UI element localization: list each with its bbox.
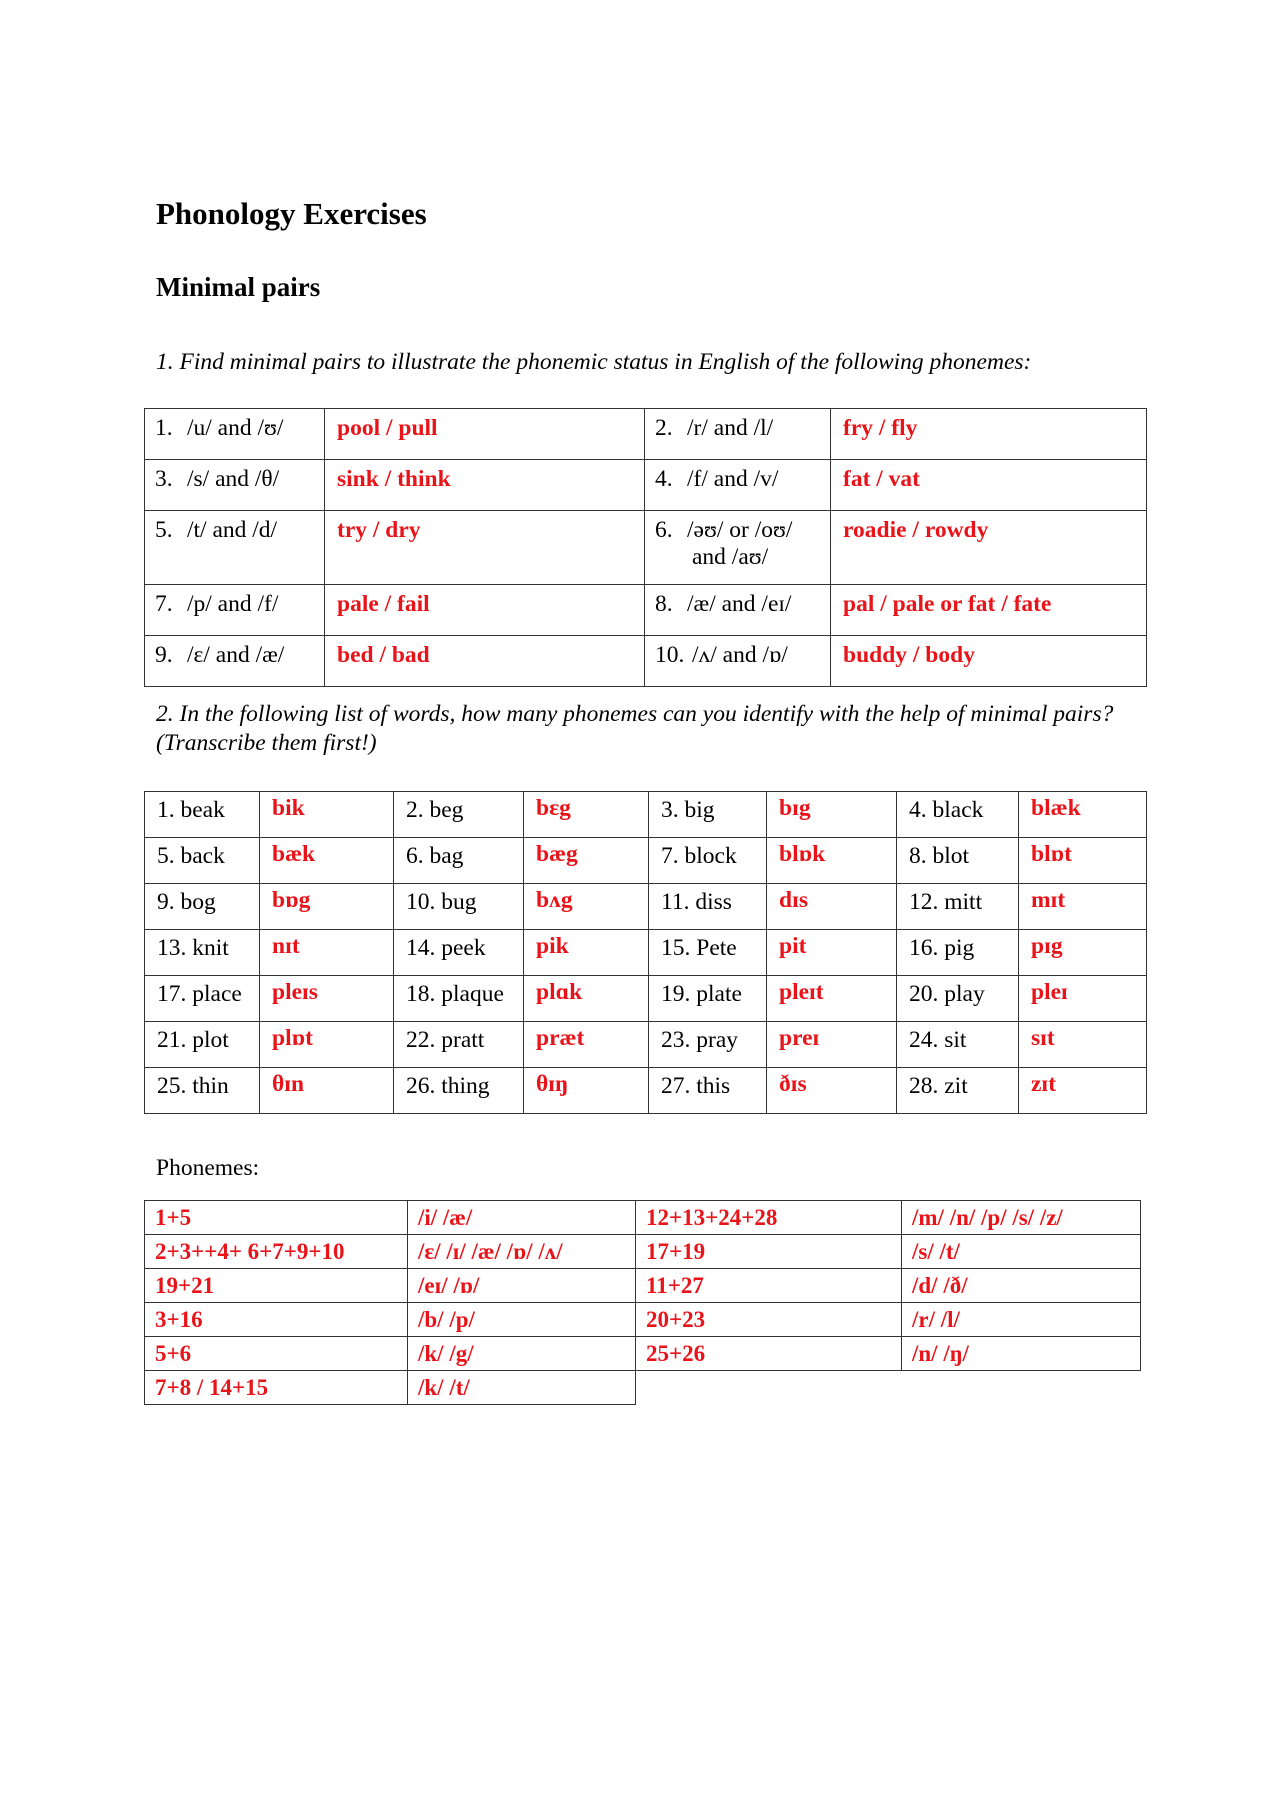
word-numbers-cell: 1+5 (145, 1201, 408, 1235)
word-cell: 6. bag (394, 838, 524, 884)
table-row (145, 1022, 1147, 1068)
item-number: 5. (155, 517, 173, 543)
item-number: 1. (155, 415, 173, 441)
transcription-cell: blæk (1019, 792, 1147, 838)
table-row (145, 838, 1147, 884)
item-number: 4. (655, 466, 673, 492)
phoneme-pair: /f/ and /v/ (687, 466, 779, 492)
word-cell: 17. place (145, 976, 260, 1022)
transcription-cell: bɪg (767, 792, 897, 838)
word-cell: 25. thin (145, 1068, 260, 1114)
word-cell: 11. diss (649, 884, 767, 930)
empty-cell (902, 1371, 1141, 1405)
transcription-cell: pik (524, 930, 649, 976)
table-row (145, 1371, 1141, 1405)
answer-pair: pale / fail (325, 585, 645, 636)
phoneme-pair: /æ/ and /eɪ/ (687, 591, 792, 617)
phonemes-cell: /ɛ/ /ɪ/ /æ/ /ɒ/ /ʌ/ (408, 1235, 636, 1269)
transcription-cell: pɪg (1019, 930, 1147, 976)
phoneme-pair-cell (145, 585, 325, 636)
phonemes-cell: /n/ /ŋ/ (902, 1337, 1141, 1371)
word-transcription-table (144, 791, 1147, 1114)
table-row (145, 1303, 1141, 1337)
item-number: 10. (655, 642, 685, 668)
phonemes-cell: /eɪ/ /ɒ/ (408, 1269, 636, 1303)
phonemes-cell: /r/ /l/ (902, 1303, 1141, 1337)
table-row (145, 976, 1147, 1022)
transcription-cell: blɒt (1019, 838, 1147, 884)
transcription-cell: θɪŋ (524, 1068, 649, 1114)
transcription-cell: bæk (260, 838, 394, 884)
transcription-cell: bæg (524, 838, 649, 884)
word-cell: 8. blot (897, 838, 1019, 884)
phoneme-pair-cell (145, 460, 325, 511)
table-row (145, 884, 1147, 930)
answer-pair: pool / pull (325, 409, 645, 460)
item-number: 8. (655, 591, 673, 617)
empty-cell (636, 1371, 902, 1405)
item-number: 6. (655, 517, 673, 543)
transcription-cell: bik (260, 792, 394, 838)
section-heading: Minimal pairs (156, 272, 321, 302)
table-row (145, 792, 1147, 838)
word-numbers-cell: 2+3++4+ 6+7+9+10 (145, 1235, 408, 1269)
answer-pair: fat / vat (831, 460, 1147, 511)
transcription-cell: bɒg (260, 884, 394, 930)
transcription-cell: plɒt (260, 1022, 394, 1068)
item-number: 3. (155, 466, 173, 492)
word-cell: 20. play (897, 976, 1019, 1022)
phoneme-pair: /s/ and /θ/ (187, 466, 280, 492)
transcription-cell: pit (767, 930, 897, 976)
phoneme-pair-continued: and /aʊ/ (692, 544, 769, 570)
table-row (145, 460, 1147, 511)
word-cell: 23. pray (649, 1022, 767, 1068)
table-row (145, 1337, 1141, 1371)
phoneme-pair-cell (145, 409, 325, 460)
phonemes-label: Phonemes: (156, 1155, 260, 1181)
phoneme-pair-cell (645, 409, 831, 460)
item-number: 9. (155, 642, 173, 668)
word-numbers-cell: 19+21 (145, 1269, 408, 1303)
word-numbers-cell: 7+8 / 14+15 (145, 1371, 408, 1405)
phoneme-pair: /əʊ/ or /oʊ/ (687, 517, 793, 543)
word-cell: 19. plate (649, 976, 767, 1022)
phonemes-answer-table (144, 1200, 1141, 1405)
word-cell: 21. plot (145, 1022, 260, 1068)
phoneme-pair-cell (645, 511, 831, 585)
transcription-cell: preɪ (767, 1022, 897, 1068)
table-row (145, 1235, 1141, 1269)
phoneme-pair-cell (645, 460, 831, 511)
minimal-pairs-table (144, 408, 1147, 687)
word-cell: 2. beg (394, 792, 524, 838)
transcription-cell: bʌg (524, 884, 649, 930)
word-cell: 27. this (649, 1068, 767, 1114)
word-cell: 9. bog (145, 884, 260, 930)
transcription-cell: zɪt (1019, 1068, 1147, 1114)
table-row (145, 1201, 1141, 1235)
phonemes-cell: /m/ /n/ /p/ /s/ /z/ (902, 1201, 1141, 1235)
transcription-cell: præt (524, 1022, 649, 1068)
word-numbers-cell: 25+26 (636, 1337, 902, 1371)
phoneme-pair-cell (645, 585, 831, 636)
question-1: 1. Find minimal pairs to illustrate the phonemic status in English of the following phonemes: (156, 349, 1032, 375)
transcription-cell: pleɪt (767, 976, 897, 1022)
answer-pair: fry / fly (831, 409, 1147, 460)
transcription-cell: mɪt (1019, 884, 1147, 930)
table-row (145, 1068, 1147, 1114)
table-row (145, 930, 1147, 976)
word-cell: 4. black (897, 792, 1019, 838)
transcription-cell: pleɪ (1019, 976, 1147, 1022)
phoneme-pair: /u/ and /ʊ/ (187, 415, 284, 441)
phoneme-pair: /ɛ/ and /æ/ (187, 642, 285, 668)
word-numbers-cell: 12+13+24+28 (636, 1201, 902, 1235)
answer-pair: try / dry (325, 511, 645, 585)
transcription-cell: plɑk (524, 976, 649, 1022)
phoneme-pair: /t/ and /d/ (187, 517, 278, 543)
word-cell: 28. zit (897, 1068, 1019, 1114)
word-numbers-cell: 20+23 (636, 1303, 902, 1337)
table-row (145, 409, 1147, 460)
transcription-cell: sɪt (1019, 1022, 1147, 1068)
word-cell: 22. pratt (394, 1022, 524, 1068)
word-numbers-cell: 17+19 (636, 1235, 902, 1269)
transcription-cell: dɪs (767, 884, 897, 930)
phonemes-cell: /b/ /p/ (408, 1303, 636, 1337)
word-numbers-cell: 11+27 (636, 1269, 902, 1303)
phoneme-pair: /r/ and /l/ (687, 415, 774, 441)
table-row (145, 636, 1147, 687)
transcription-cell: θɪn (260, 1068, 394, 1114)
answer-pair: pal / pale or fat / fate (831, 585, 1147, 636)
phonemes-cell: /s/ /t/ (902, 1235, 1141, 1269)
phoneme-pair: /ʌ/ and /ɒ/ (692, 642, 788, 668)
word-cell: 14. peek (394, 930, 524, 976)
word-cell: 1. beak (145, 792, 260, 838)
phonemes-cell: /k/ /t/ (408, 1371, 636, 1405)
document-title: Phonology Exercises (156, 196, 427, 231)
word-cell: 24. sit (897, 1022, 1019, 1068)
word-cell: 10. bug (394, 884, 524, 930)
answer-pair: sink / think (325, 460, 645, 511)
answer-pair: bed / bad (325, 636, 645, 687)
answer-pair: buddy / body (831, 636, 1147, 687)
word-cell: 18. plaque (394, 976, 524, 1022)
word-cell: 13. knit (145, 930, 260, 976)
phoneme-pair-cell (145, 511, 325, 585)
table-row (145, 511, 1147, 585)
word-cell: 3. big (649, 792, 767, 838)
word-cell: 15. Pete (649, 930, 767, 976)
transcription-cell: blɒk (767, 838, 897, 884)
transcription-cell: pleɪs (260, 976, 394, 1022)
transcription-cell: ðɪs (767, 1068, 897, 1114)
phonemes-cell: /k/ /g/ (408, 1337, 636, 1371)
phoneme-pair-cell (645, 636, 831, 687)
word-cell: 5. back (145, 838, 260, 884)
transcription-cell: bɛg (524, 792, 649, 838)
item-number: 7. (155, 591, 173, 617)
phoneme-pair-cell (145, 636, 325, 687)
word-cell: 26. thing (394, 1068, 524, 1114)
phoneme-pair: /p/ and /f/ (187, 591, 279, 617)
question-2: 2. In the following list of words, how many phonemes can you identify with the help of minimal pairs? (Transcribe them first!) (156, 701, 1114, 756)
word-cell: 7. block (649, 838, 767, 884)
word-cell: 12. mitt (897, 884, 1019, 930)
word-numbers-cell: 5+6 (145, 1337, 408, 1371)
table-row (145, 585, 1147, 636)
word-numbers-cell: 3+16 (145, 1303, 408, 1337)
phonemes-cell: /i/ /æ/ (408, 1201, 636, 1235)
answer-pair: roadie / rowdy (831, 511, 1147, 585)
phonemes-cell: /d/ /ð/ (902, 1269, 1141, 1303)
word-cell: 16. pig (897, 930, 1019, 976)
item-number: 2. (655, 415, 673, 441)
transcription-cell: nɪt (260, 930, 394, 976)
table-row (145, 1269, 1141, 1303)
